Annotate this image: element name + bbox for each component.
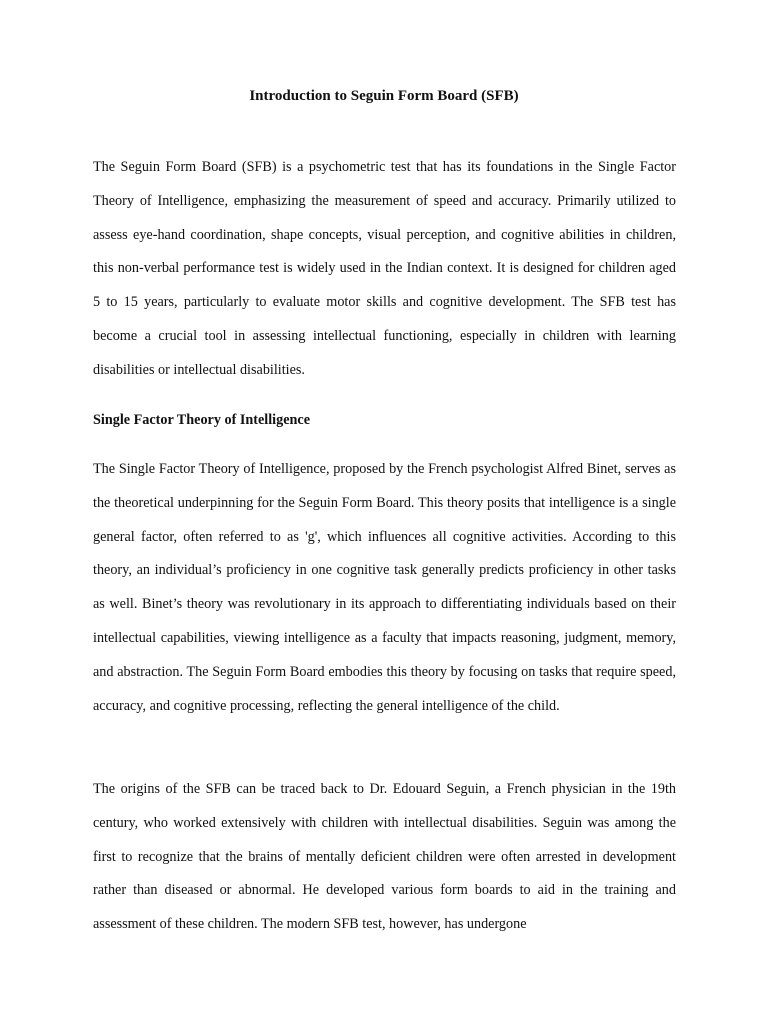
theory-paragraph: The Single Factor Theory of Intelligence, proposed by the French psychologist Alfred Binet, serves as the theoretical underpinning for the Seguin Form Board. This theory posits that intelligence is a single general factor, often referred to as 'g', which influences all cognitive activities. According to this theory, an individual’s proficiency in one cognitive task generally predicts proficiency in other tasks as well. Binet’s theory was revolutionary in its approach to differentiating individuals based on their intellectual capabilities, viewing intelligence as a faculty that impacts reasoning, judgment, memory, and abstraction. The Seguin Form Board embodies this theory by focusing on tasks that require speed, accuracy, and cognitive processing, reflecting the general intelligence of the child.	[93, 461, 676, 714]
intro-paragraph: The Seguin Form Board (SFB) is a psychometric test that has its foundations in the Single Factor Theory of Intelligence, emphasizing the measurement of speed and accuracy. Primarily utilized to assess eye-hand coordination, shape concepts, visual perception, and cognitive abilities in children, this non-verbal performance test is widely used in the Indian context. It is designed for children aged 5 to 15 years, particularly to evaluate motor skills and cognitive development. The SFB test has become a crucial tool in assessing intellectual functioning, especially in children with learning disabilities or intellectual disabilities.	[93, 159, 676, 378]
origins-paragraph: The origins of the SFB can be traced back to Dr. Edouard Seguin, a French physician in the 19th century, who worked extensively with children with intellectual disabilities. Seguin was among the first to recognize that the brains of mentally deficient children were often arrested in development rather than diseased or abnormal. He developed various form boards to aid in the training and assessment of these children. The modern SFB test, however, has undergone	[93, 781, 676, 933]
document-title: Introduction to Seguin Form Board (SFB)	[249, 88, 519, 104]
section-heading: Single Factor Theory of Intelligence	[93, 412, 310, 428]
